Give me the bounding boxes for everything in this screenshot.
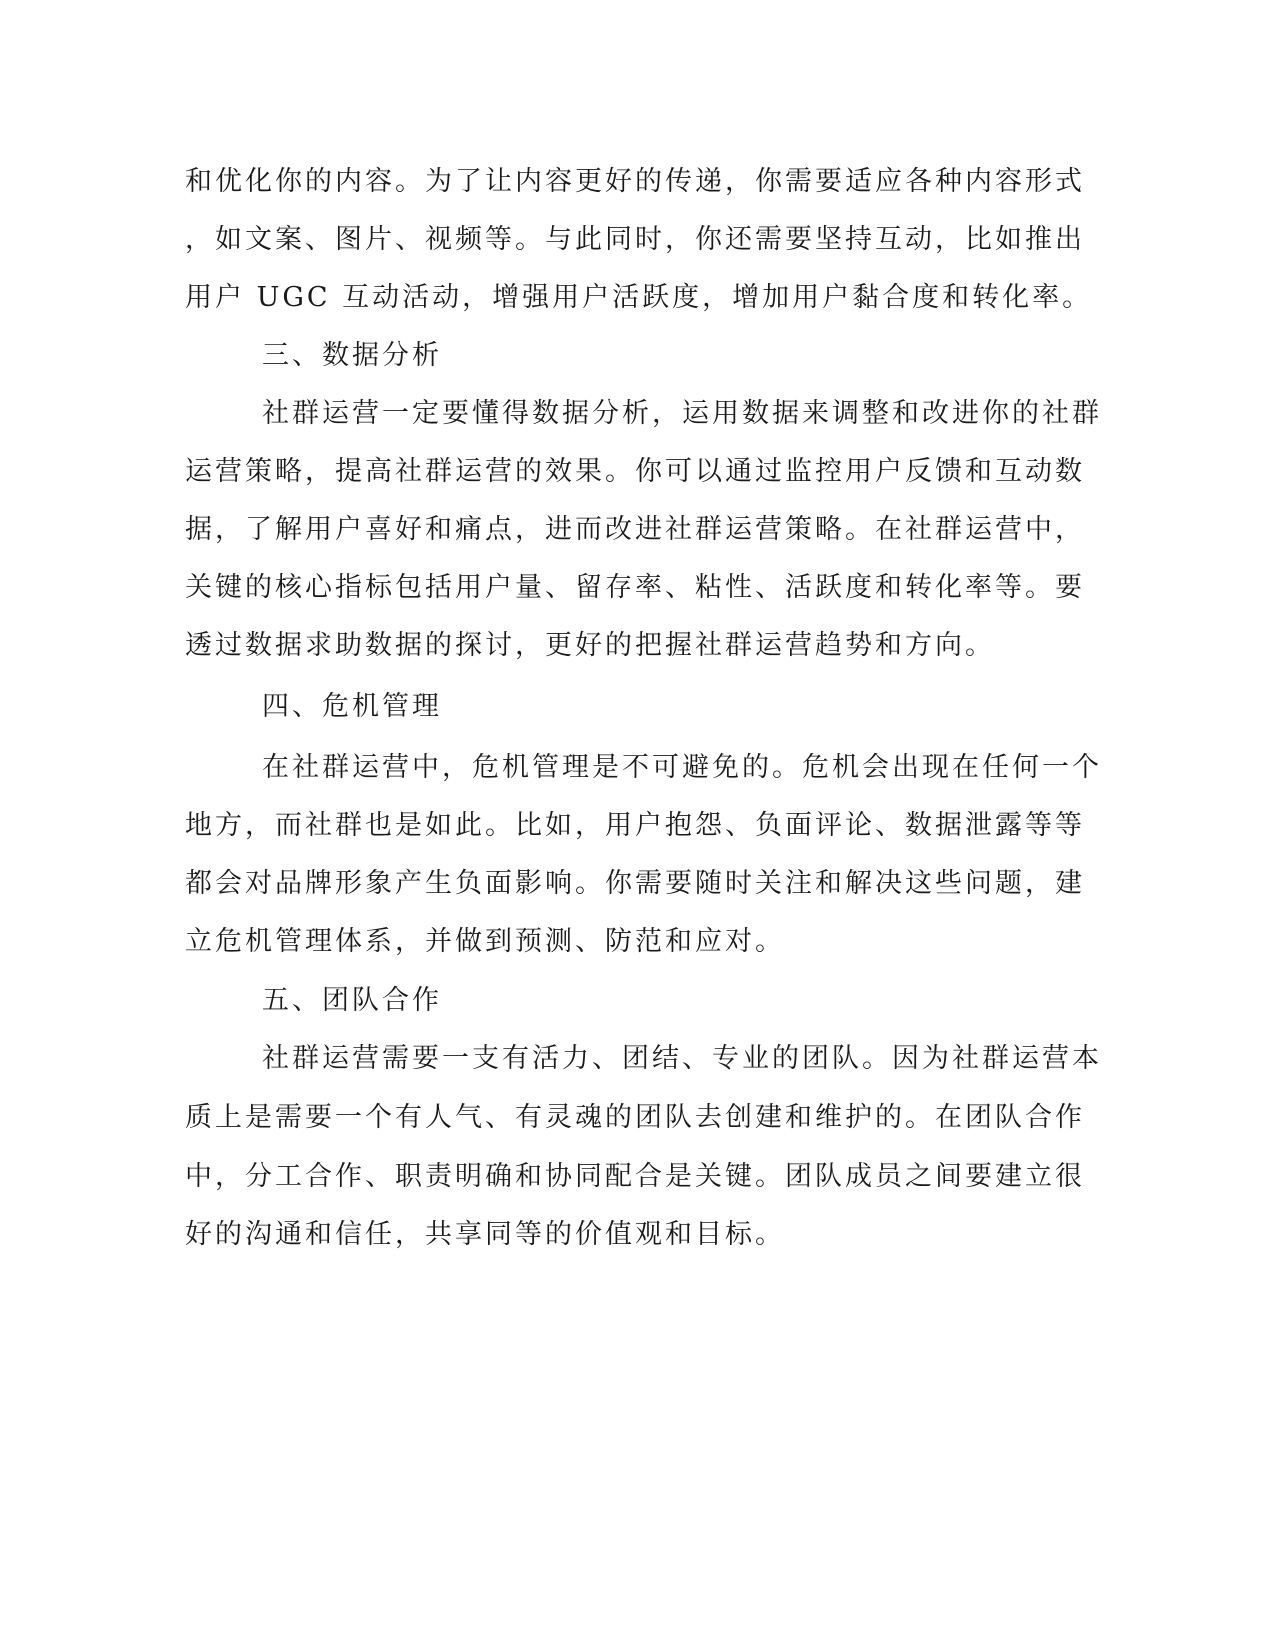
paragraph-line: 运营策略，提高社群运营的效果。你可以通过监控用户反馈和互动数	[185, 456, 1085, 487]
paragraph-line: 关键的核心指标包括用户量、留存率、粘性、活跃度和转化率等。要	[185, 572, 1085, 603]
paragraph-line: 中，分工合作、职责明确和协同配合是关键。团队成员之间要建立很	[185, 1161, 1085, 1192]
paragraph-line: 透过数据求助数据的探讨，更好的把握社群运营趋势和方向。	[185, 630, 995, 661]
paragraph-line: 在社群运营中，危机管理是不可避免的。危机会出现在任何一个	[262, 752, 1102, 783]
paragraph-line: 地方，而社群也是如此。比如，用户抱怨、负面评论、数据泄露等等	[185, 810, 1085, 841]
section-heading: 五、团队合作	[262, 985, 442, 1016]
paragraph-line: 都会对品牌形象产生负面影响。你需要随时关注和解决这些问题，建	[185, 868, 1085, 899]
section-heading: 三、数据分析	[262, 340, 442, 371]
paragraph-line: ，如文案、图片、视频等。与此同时，你还需要坚持互动，比如推出	[185, 224, 1085, 255]
paragraph-line: 立危机管理体系，并做到预测、防范和应对。	[185, 926, 785, 957]
paragraph-line: 社群运营一定要懂得数据分析，运用数据来调整和改进你的社群	[262, 398, 1102, 429]
section-heading: 四、危机管理	[262, 691, 442, 722]
paragraph-line: 和优化你的内容。为了让内容更好的传递，你需要适应各种内容形式	[185, 166, 1085, 197]
paragraph-line: 据，了解用户喜好和痛点，进而改进社群运营策略。在社群运营中，	[185, 514, 1085, 545]
paragraph-line: 好的沟通和信任，共享同等的价值观和目标。	[185, 1219, 785, 1250]
paragraph-line: 质上是需要一个有人气、有灵魂的团队去创建和维护的。在团队合作	[185, 1102, 1085, 1133]
paragraph-line: 社群运营需要一支有活力、团结、专业的团队。因为社群运营本	[262, 1043, 1102, 1074]
paragraph-line: 用户 UGC 互动活动，增强用户活跃度，增加用户黏合度和转化率。	[185, 282, 1093, 313]
